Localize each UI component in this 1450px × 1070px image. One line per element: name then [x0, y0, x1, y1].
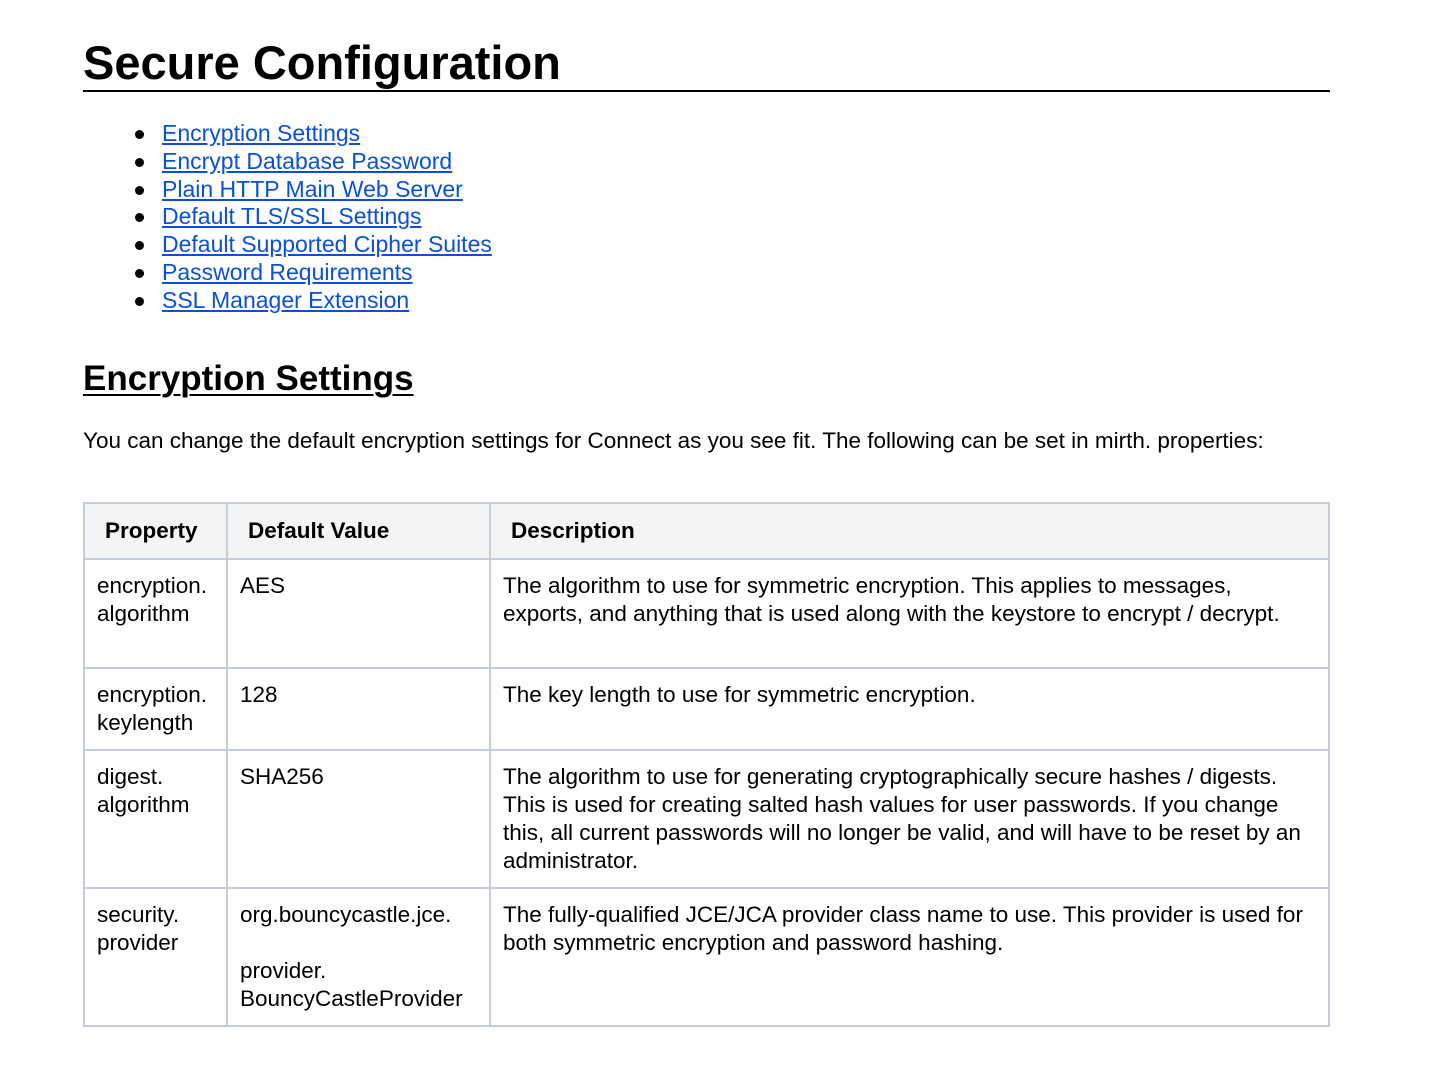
default-value-line: SHA256: [240, 764, 324, 789]
table-header-row: [84, 503, 1329, 559]
toc-link-ssl-manager-extension[interactable]: SSL Manager Extension: [162, 286, 410, 313]
toc-item: [133, 259, 492, 287]
toc-link-encrypt-database-password[interactable]: Encrypt Database Password: [162, 147, 453, 174]
toc-item: [133, 203, 492, 231]
cell-description: The algorithm to use for symmetric encryption. This applies to messages, exports, and anything that is used along with the keystore to encrypt / decrypt.: [490, 559, 1329, 668]
toc-item: [133, 176, 492, 204]
cell-property: [84, 559, 227, 668]
cell-property: [84, 888, 227, 1026]
default-value-line: 128: [240, 682, 278, 707]
property-line: security.: [97, 902, 180, 927]
table-row: [84, 559, 1329, 668]
property-line: digest.: [97, 764, 164, 789]
cell-default-value: [227, 559, 490, 668]
toc-item: [133, 148, 492, 176]
header-property: Property: [84, 503, 227, 559]
table-row: [84, 750, 1329, 888]
bullet-icon: [135, 213, 144, 222]
header-default-value: Default Value: [227, 503, 490, 559]
default-value-line: AES: [240, 573, 286, 598]
table-of-contents: [133, 120, 492, 315]
toc-link-encryption-settings[interactable]: Encryption Settings: [162, 120, 361, 146]
property-line: encryption.: [97, 682, 208, 707]
property-line: provider: [97, 930, 179, 955]
section-title: Encryption Settings: [83, 359, 414, 398]
bullet-icon: [135, 297, 144, 306]
toc-link-default-tls-ssl-settings[interactable]: Default TLS/SSL Settings: [162, 203, 422, 230]
toc-link-password-requirements[interactable]: Password Requirements: [162, 258, 413, 285]
cell-default-value: [227, 888, 490, 1026]
cell-description: The fully-qualified JCE/JCA provider class name to use. This provider is used for both symmetric encryption and password hashing.: [490, 888, 1329, 1026]
cell-property: [84, 750, 227, 888]
default-value-line: provider. BouncyCastleProvider: [240, 958, 463, 1011]
toc-item: [133, 231, 492, 259]
cell-default-value: [227, 668, 490, 750]
default-value-line: org.bouncycastle.jce.: [240, 902, 452, 927]
property-line: keylength: [97, 710, 194, 735]
property-line: encryption.: [97, 573, 208, 598]
cell-description: The algorithm to use for generating cryptographically secure hashes / digests. This is used for creating salted hash values for user passwords. If you change this, all current passwords will no longer be valid, and will have to be reset by an administrator.: [490, 750, 1329, 888]
section-intro: You can change the default encryption settings for Connect as you see fit. The following can be set in mirth. properties:: [83, 428, 1264, 453]
toc-item: [133, 120, 492, 148]
toc-item: [133, 287, 492, 315]
bullet-icon: [135, 241, 144, 250]
property-line: algorithm: [97, 792, 190, 817]
cell-default-value: [227, 750, 490, 888]
bullet-icon: [135, 158, 144, 167]
toc-link-plain-http-main-web-server[interactable]: Plain HTTP Main Web Server: [162, 175, 463, 202]
cell-property: [84, 668, 227, 750]
properties-table: [83, 502, 1330, 1027]
property-line: algorithm: [97, 601, 190, 626]
page-title: Secure Configuration: [83, 36, 1330, 92]
table-row: [84, 888, 1329, 1026]
bullet-icon: [135, 130, 144, 139]
cell-description: The key length to use for symmetric encryption.: [490, 668, 1329, 750]
toc-link-default-supported-cipher-suites[interactable]: Default Supported Cipher Suites: [162, 231, 492, 258]
header-description: Description: [490, 503, 1329, 559]
bullet-icon: [135, 269, 144, 278]
bullet-icon: [135, 186, 144, 195]
table-row: [84, 668, 1329, 750]
